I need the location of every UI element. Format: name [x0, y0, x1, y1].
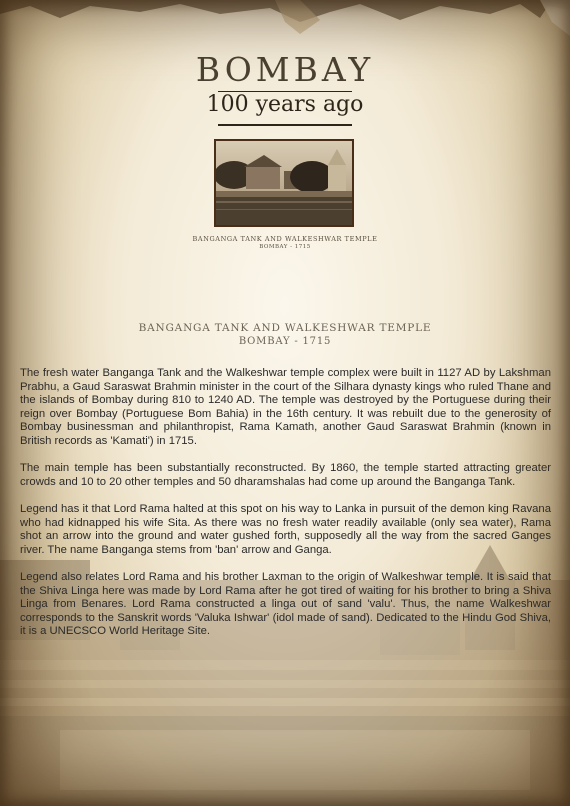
article-body — [20, 367, 551, 653]
page-title: BOMBAY — [195, 50, 375, 89]
page-subtitle: 100 years ago — [206, 92, 364, 117]
article-paragraph-3: Legend has it that Lord Rama halted at this spot on his way to Lanka in pursuit of the demon king Ravana who had kidnapped his wife Sita. As there was no fresh water readily available (only sea water), Rama shot an arrow into the ground and water gushed forth, supposedly all the way from the sacred Ganges river. The name Banganga stems from 'ban' arrow and Ganga. — [20, 503, 551, 556]
section-heading: BANGANGA TANK AND WALKESHWAR TEMPLE — [138, 322, 432, 334]
banganga-tank-photo — [214, 139, 354, 227]
article-paragraph-1: The fresh water Banganga Tank and the Walkeshwar temple complex were built in 1127 AD by Lakshman Prabhu, a Gaud Saraswat Brahmin minister in the court of the Silhara dynasty kings who ruled Thane and the islands of Bombay during 810 to 1240 AD. The temple was destroyed by the Portuguese during their reign over Bombay (Portuguese Bom Bahia) in the 16th century. It was rebuilt due to the generosity of Bombay businessman and philanthropist, Rama Kamath, another Gaud Saraswat Brahmin (known in British records as 'Kamati') in 1715. — [20, 367, 551, 447]
article-paragraph-4: Legend also relates Lord Rama and his brother Laxman to the origin of Walkeshwar temple. It is said that the Shiva Linga here was made by Lord Rama after he got tired of waiting for his brother to bring a Shiva Linga from Benares. Lord Rama constructed a linga out of sand 'valu'. Thus, the name Walkeshwar corresponds to the Sanskrit words 'Valuka Ishwar' (idol made of sand). Dedicated to the Hindu God Shiva, it is a UNECSCO World Heritage Site. — [20, 571, 551, 637]
title-divider-bottom — [218, 124, 352, 126]
torn-top-edge — [0, 0, 570, 40]
photo-caption-date: BOMBAY - 1715 — [259, 244, 311, 250]
section-subheading: BOMBAY - 1715 — [238, 336, 332, 347]
photo-caption-title: BANGANGA TANK AND WALKESHWAR TEMPLE — [192, 235, 378, 243]
article-paragraph-2: The main temple has been substantially reconstructed. By 1860, the temple started attracting greater crowds and 10 to 20 other temples and 50 dharamshalas had come up around the Banganga Tank. — [20, 462, 551, 488]
